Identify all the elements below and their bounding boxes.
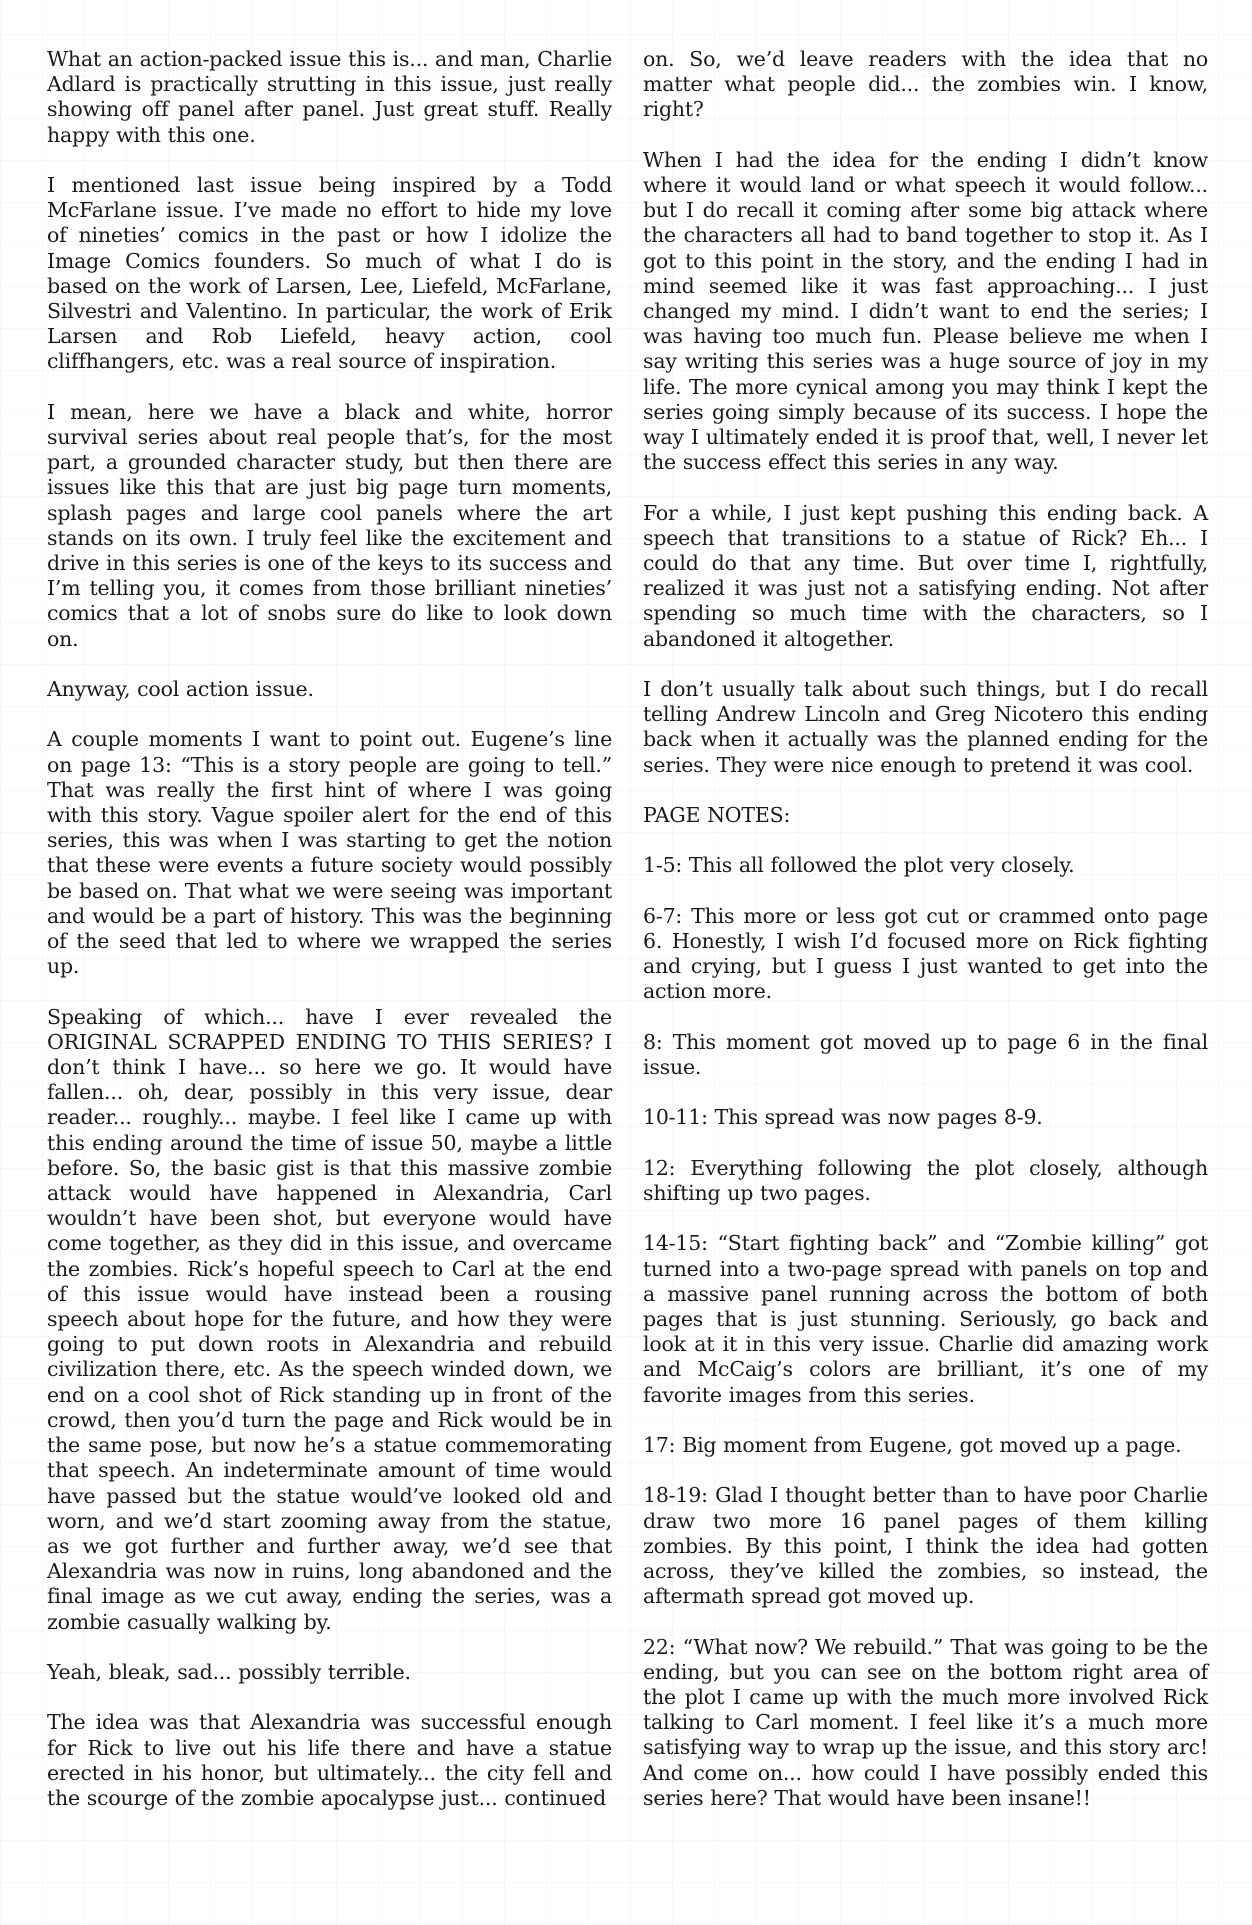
page-note: 18-19: Glad I thought better than to have poor Charlie draw two more 16 panel pages of them killing zombies. By this point, I think the idea had gotten across, they’ve killed the zombies, so instead, the aftermath spread got moved up. [643, 1483, 1208, 1609]
page-notes-heading: PAGE NOTES: [643, 803, 791, 828]
page-note: 12: Everything following the plot closely, although shifting up two pages. [643, 1155, 1208, 1205]
page-note: 8: This moment got moved up to page 6 in the final issue. [643, 1029, 1208, 1080]
paragraph: A couple moments I want to point out. Eugene’s line on page 13: “This is a story people are going to tell.” That was really the first hint of where I was going with this story. Vague spoiler alert for the end of this series, this was when I was starting to get the notion that these were events a future society would possibly be based on. That what we were seeing was important and would be a part of history. This was the beginning of the seed that led to where we wrapped the series up. [47, 727, 612, 979]
page-note: 1-5: This all followed the plot very closely. [643, 853, 1075, 878]
page-note: 22: “What now? We rebuild.” That was going to be the ending, but you can see on the bottom right area of the plot I came up with the much more involved Rick talking to Carl moment. I feel like it’s a much more satisfying way to wrap up the issue, and this story arc! And come on... how could I have possibly ended this series here? That would have been insane!! [643, 1634, 1208, 1810]
paragraph: The idea was that Alexandria was successful enough for Rick to live out his life there and have a statue erected in his honor, but ultimately... the city fell and the scourge of the zombie apocalypse just... continued [47, 1710, 612, 1810]
paragraph: Yeah, bleak, sad... possibly terrible. [47, 1659, 411, 1684]
paragraph: I mentioned last issue being inspired by a Todd McFarlane issue. I’ve made no effort to hide my love of nineties’ comics in the past or how I idolize the Image Comics founders. So much of what I do is based on the work of Larsen, Lee, Liefeld, McFarlane, Silvestri and Valentino. In particular, the work of Erik Larsen and Rob Liefeld, heavy action, cool cliffhangers, etc. was a real source of inspiration. [47, 173, 612, 374]
paragraph: What an action-packed issue this is... and man, Charlie Adlard is practically strutting in this issue, just really showing off panel after panel. Just great stuff. Really happy with this one. [47, 47, 612, 147]
paragraph: For a while, I just kept pushing this ending back. A speech that transitions to a statue of Rick? Eh... I could do that any time. But over time I, rightfully, realized it was just not a satisfying ending. Not after spending so much time with the characters, so I abandoned it altogether. [643, 500, 1208, 651]
page-note: 10-11: This spread was now pages 8-9. [643, 1105, 1043, 1130]
paragraph: on. So, we’d leave readers with the idea that no matter what people did... the zombies win. I know, right? [643, 47, 1208, 122]
page-note: 17: Big moment from Eugene, got moved up a page. [643, 1433, 1182, 1457]
paragraph: I don’t usually talk about such things, but I do recall telling Andrew Lincoln and Greg Nicotero this ending back when it actually was the planned ending for the series. They were nice enough to pretend it was cool. [643, 677, 1208, 777]
right-column [643, 47, 1208, 1811]
paragraph: Speaking of which... have I ever revealed the ORIGINAL SCRAPPED ENDING TO THIS SERIES? I don’t think I have... so here we go. It would have fallen... oh, dear, possibly in this very issue, dear reader... roughly... maybe. I feel like I came up with this ending around the time of issue 50, maybe a little before. So, the basic gist is that this massive zombie attack would have happened in Alexandria, Carl wouldn’t have been shot, but everyone would have come together, as they did in this issue, and overcame the zombies. Rick’s hopeful speech to Carl at the end of this issue would have instead been a rousing speech about hope for the future, and how they were going to put down roots in Alexandria and rebuild civilization there, etc. As the speech winded down, we end on a cool shot of Rick standing up in front of the crowd, then you’d turn the page and Rick would be in the same pose, but now he’s a statue commemorating that speech. An indeterminate amount of time would have passed but the statue would’ve looked old and worn, and we’d start zooming away from the statue, as we got further and further away, we’d see that Alexandria was now in ruins, long abandoned and the final image as we cut away, ending the series, was a zombie casually walking by. [47, 1004, 612, 1634]
paragraph: I mean, here we have a black and white, horror survival series about real people that’s, for the most part, a grounded character study, but then there are issues like this that are just big page turn moments, splash pages and large cool panels where the art stands on its own. I truly feel like the excitement and drive in this series is one of the keys to its success and I’m telling you, it comes from those brilliant nineties’ comics that a lot of snobs sure do like to look down on. [47, 399, 612, 651]
left-column [47, 47, 612, 1811]
paragraph: Anyway, cool action issue. [47, 677, 314, 702]
page-note: 6-7: This more or less got cut or crammed onto page 6. Honestly, I wish I’d focused more on Rick fighting and crying, but I guess I just wanted to get into the action more. [643, 903, 1208, 1004]
page-note: 14-15: “Start fighting back” and “Zombie killing” got turned into a two-page spread with panels on top and a massive panel running across the bottom of both pages that is just stunning. Seriously, go back and look at it in this very issue. Charlie did amazing work and McCaig’s colors are brilliant, it’s one of my favorite images from this series. [643, 1231, 1208, 1407]
paragraph: When I had the idea for the ending I didn’t know where it would land or what speech it would follow... but I do recall it coming after some big attack where the characters all had to band together to stop it. As I got to this point in the story, and the ending I had in mind seemed like it was fast approaching... I just changed my mind. I didn’t want to end the series; I was having too much fun. Please believe me when I say writing this series was a huge source of joy in my life. The more cynical among you may think I kept the series going simply because of its success. I hope the way I ultimately ended it is proof that, well, I never let the success effect this series in any way. [643, 147, 1208, 475]
